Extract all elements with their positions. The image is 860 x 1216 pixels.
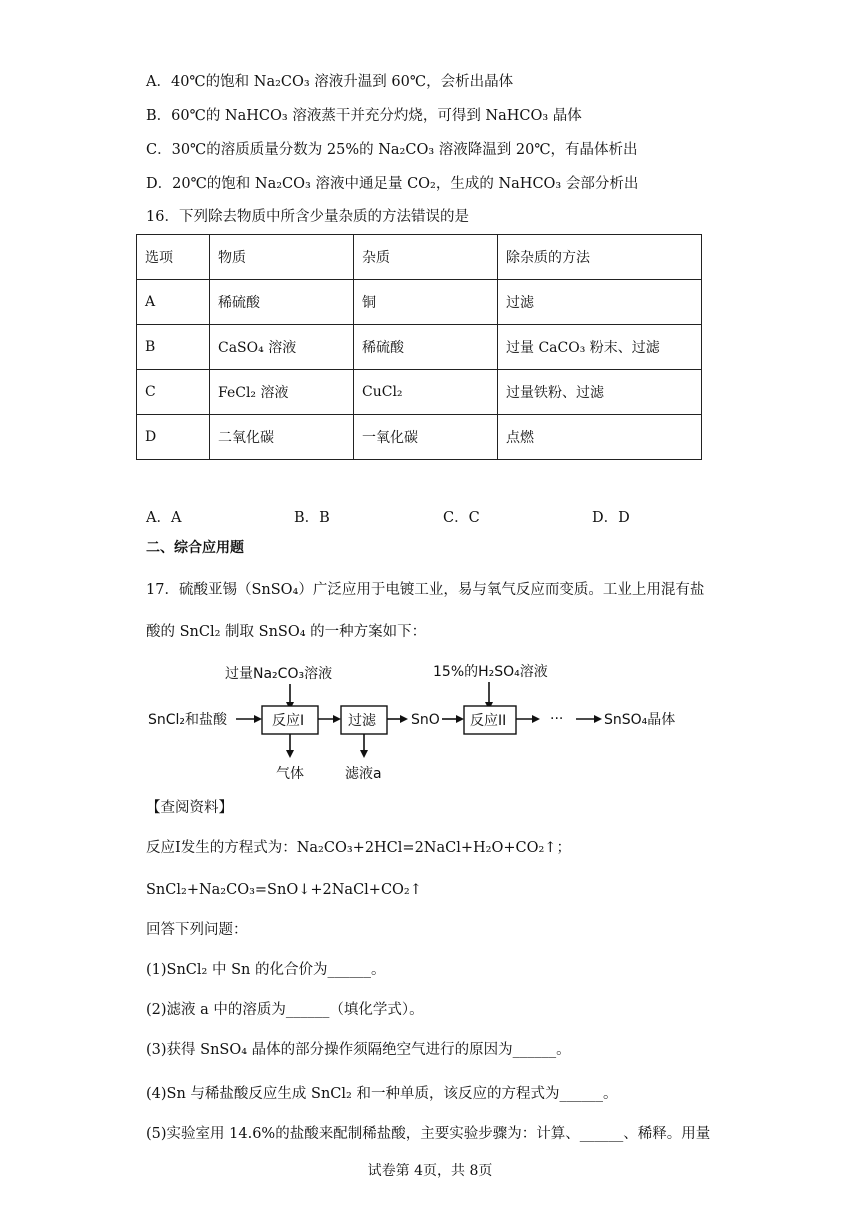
- equation-1: 反应I发生的方程式为：Na₂CO₃+2HCl=2NaCl+H₂O+CO₂↑；: [146, 840, 571, 856]
- table-header-cell: 选项: [137, 235, 210, 280]
- table-cell: 过滤: [498, 280, 702, 325]
- table-cell: CuCl₂: [354, 370, 498, 415]
- q15-option-b: B．60℃的 NaHCO₃ 溶液蒸干并充分灼烧，可得到 NaHCO₃ 晶体: [146, 108, 582, 124]
- table-cell: 点燃: [498, 415, 702, 460]
- subquestion-1: (1)SnCl₂ 中 Sn 的化合价为______。: [146, 962, 386, 978]
- gas-output-label: 气体: [276, 766, 304, 782]
- reference-title: 【查阅资料】: [146, 800, 233, 816]
- choice-a: A．A: [146, 510, 182, 526]
- q15-option-a: A．40℃的饱和 Na₂CO₃ 溶液升温到 60℃，会析出晶体: [146, 74, 514, 90]
- arrowhead: [456, 715, 464, 723]
- table-cell: 过量铁粉、过滤: [498, 370, 702, 415]
- table-header-cell: 物质: [210, 235, 354, 280]
- arrowhead: [360, 750, 368, 758]
- sno-label: SnO: [411, 712, 440, 728]
- q16-stem: 16．下列除去物质中所含少量杂质的方法错误的是: [146, 209, 469, 225]
- reagent-h2so4-label: 15%的H₂SO₄溶液: [433, 664, 548, 680]
- table-cell: FeCl₂ 溶液: [210, 370, 354, 415]
- table-cell: C: [137, 370, 210, 415]
- table-cell: D: [137, 415, 210, 460]
- input-label: SnCl₂和盐酸: [148, 712, 228, 728]
- reagent-na2co3-label: 过量Na₂CO₃溶液: [225, 666, 333, 682]
- section-title: 二、综合应用题: [146, 540, 244, 556]
- table-header-cell: 杂质: [354, 235, 498, 280]
- product-label: SnSO₄晶体: [604, 712, 676, 728]
- table-cell: B: [137, 325, 210, 370]
- subquestion-2: (2)滤液 a 中的溶质为______（填化学式）。: [146, 1002, 424, 1018]
- choice-c: C．C: [443, 510, 480, 526]
- process-flow-diagram: [140, 656, 720, 786]
- table-row: [137, 280, 702, 325]
- choice-b: B．B: [294, 510, 330, 526]
- step-reaction-2-label: 反应II: [470, 713, 507, 729]
- table-cell: 一氧化碳: [354, 415, 498, 460]
- table-row: [137, 325, 702, 370]
- table-cell: 铜: [354, 280, 498, 325]
- table-cell: 稀硫酸: [210, 280, 354, 325]
- table-cell: 稀硫酸: [354, 325, 498, 370]
- page-footer: 试卷第 4页，共 8页: [367, 1163, 493, 1179]
- table-cell: A: [137, 280, 210, 325]
- arrowhead: [286, 750, 294, 758]
- q16-table: [136, 234, 702, 460]
- ellipsis: ···: [550, 711, 564, 727]
- table-header-cell: 除杂质的方法: [498, 235, 702, 280]
- answer-prompt: 回答下列问题：: [146, 922, 248, 938]
- subquestion-3: (3)获得 SnSO₄ 晶体的部分操作须隔绝空气进行的原因为______。: [146, 1042, 571, 1058]
- choice-d: D．D: [592, 510, 630, 526]
- arrowhead: [254, 715, 262, 723]
- table-row: [137, 370, 702, 415]
- q15-option-d: D．20℃的饱和 Na₂CO₃ 溶液中通足量 CO₂，生成的 NaHCO₃ 会部分析出: [146, 176, 639, 192]
- equation-2: SnCl₂+Na₂CO₃=SnO↓+2NaCl+CO₂↑: [146, 882, 422, 898]
- arrowhead: [333, 715, 341, 723]
- filtrate-a-label: 滤液a: [345, 766, 382, 782]
- q17-stem-line1: 17．硫酸亚锡（SnSO₄）广泛应用于电镀工业，易与氧气反应而变质。工业上用混有盐: [146, 582, 705, 598]
- arrowhead: [400, 715, 408, 723]
- subquestion-5: (5)实验室用 14.6%的盐酸来配制稀盐酸，主要实验步骤为：计算、______、稀释。用量: [146, 1126, 711, 1142]
- q15-option-c: C．30℃的溶质质量分数为 25%的 Na₂CO₃ 溶液降温到 20℃，有晶体析出: [146, 142, 638, 158]
- q17-stem-line2: 酸的 SnCl₂ 制取 SnSO₄ 的一种方案如下：: [146, 624, 427, 640]
- subquestion-4: (4)Sn 与稀盐酸反应生成 SnCl₂ 和一种单质，该反应的方程式为______。: [146, 1086, 618, 1102]
- table-cell: CaSO₄ 溶液: [210, 325, 354, 370]
- table-cell: 二氧化碳: [210, 415, 354, 460]
- table-cell: 过量 CaCO₃ 粉末、过滤: [498, 325, 702, 370]
- step-reaction-1-label: 反应I: [272, 713, 305, 729]
- arrowhead: [594, 715, 602, 723]
- table-row: [137, 415, 702, 460]
- step-filter-label: 过滤: [348, 713, 376, 729]
- arrowhead: [532, 715, 540, 723]
- table-header-row: [137, 235, 702, 280]
